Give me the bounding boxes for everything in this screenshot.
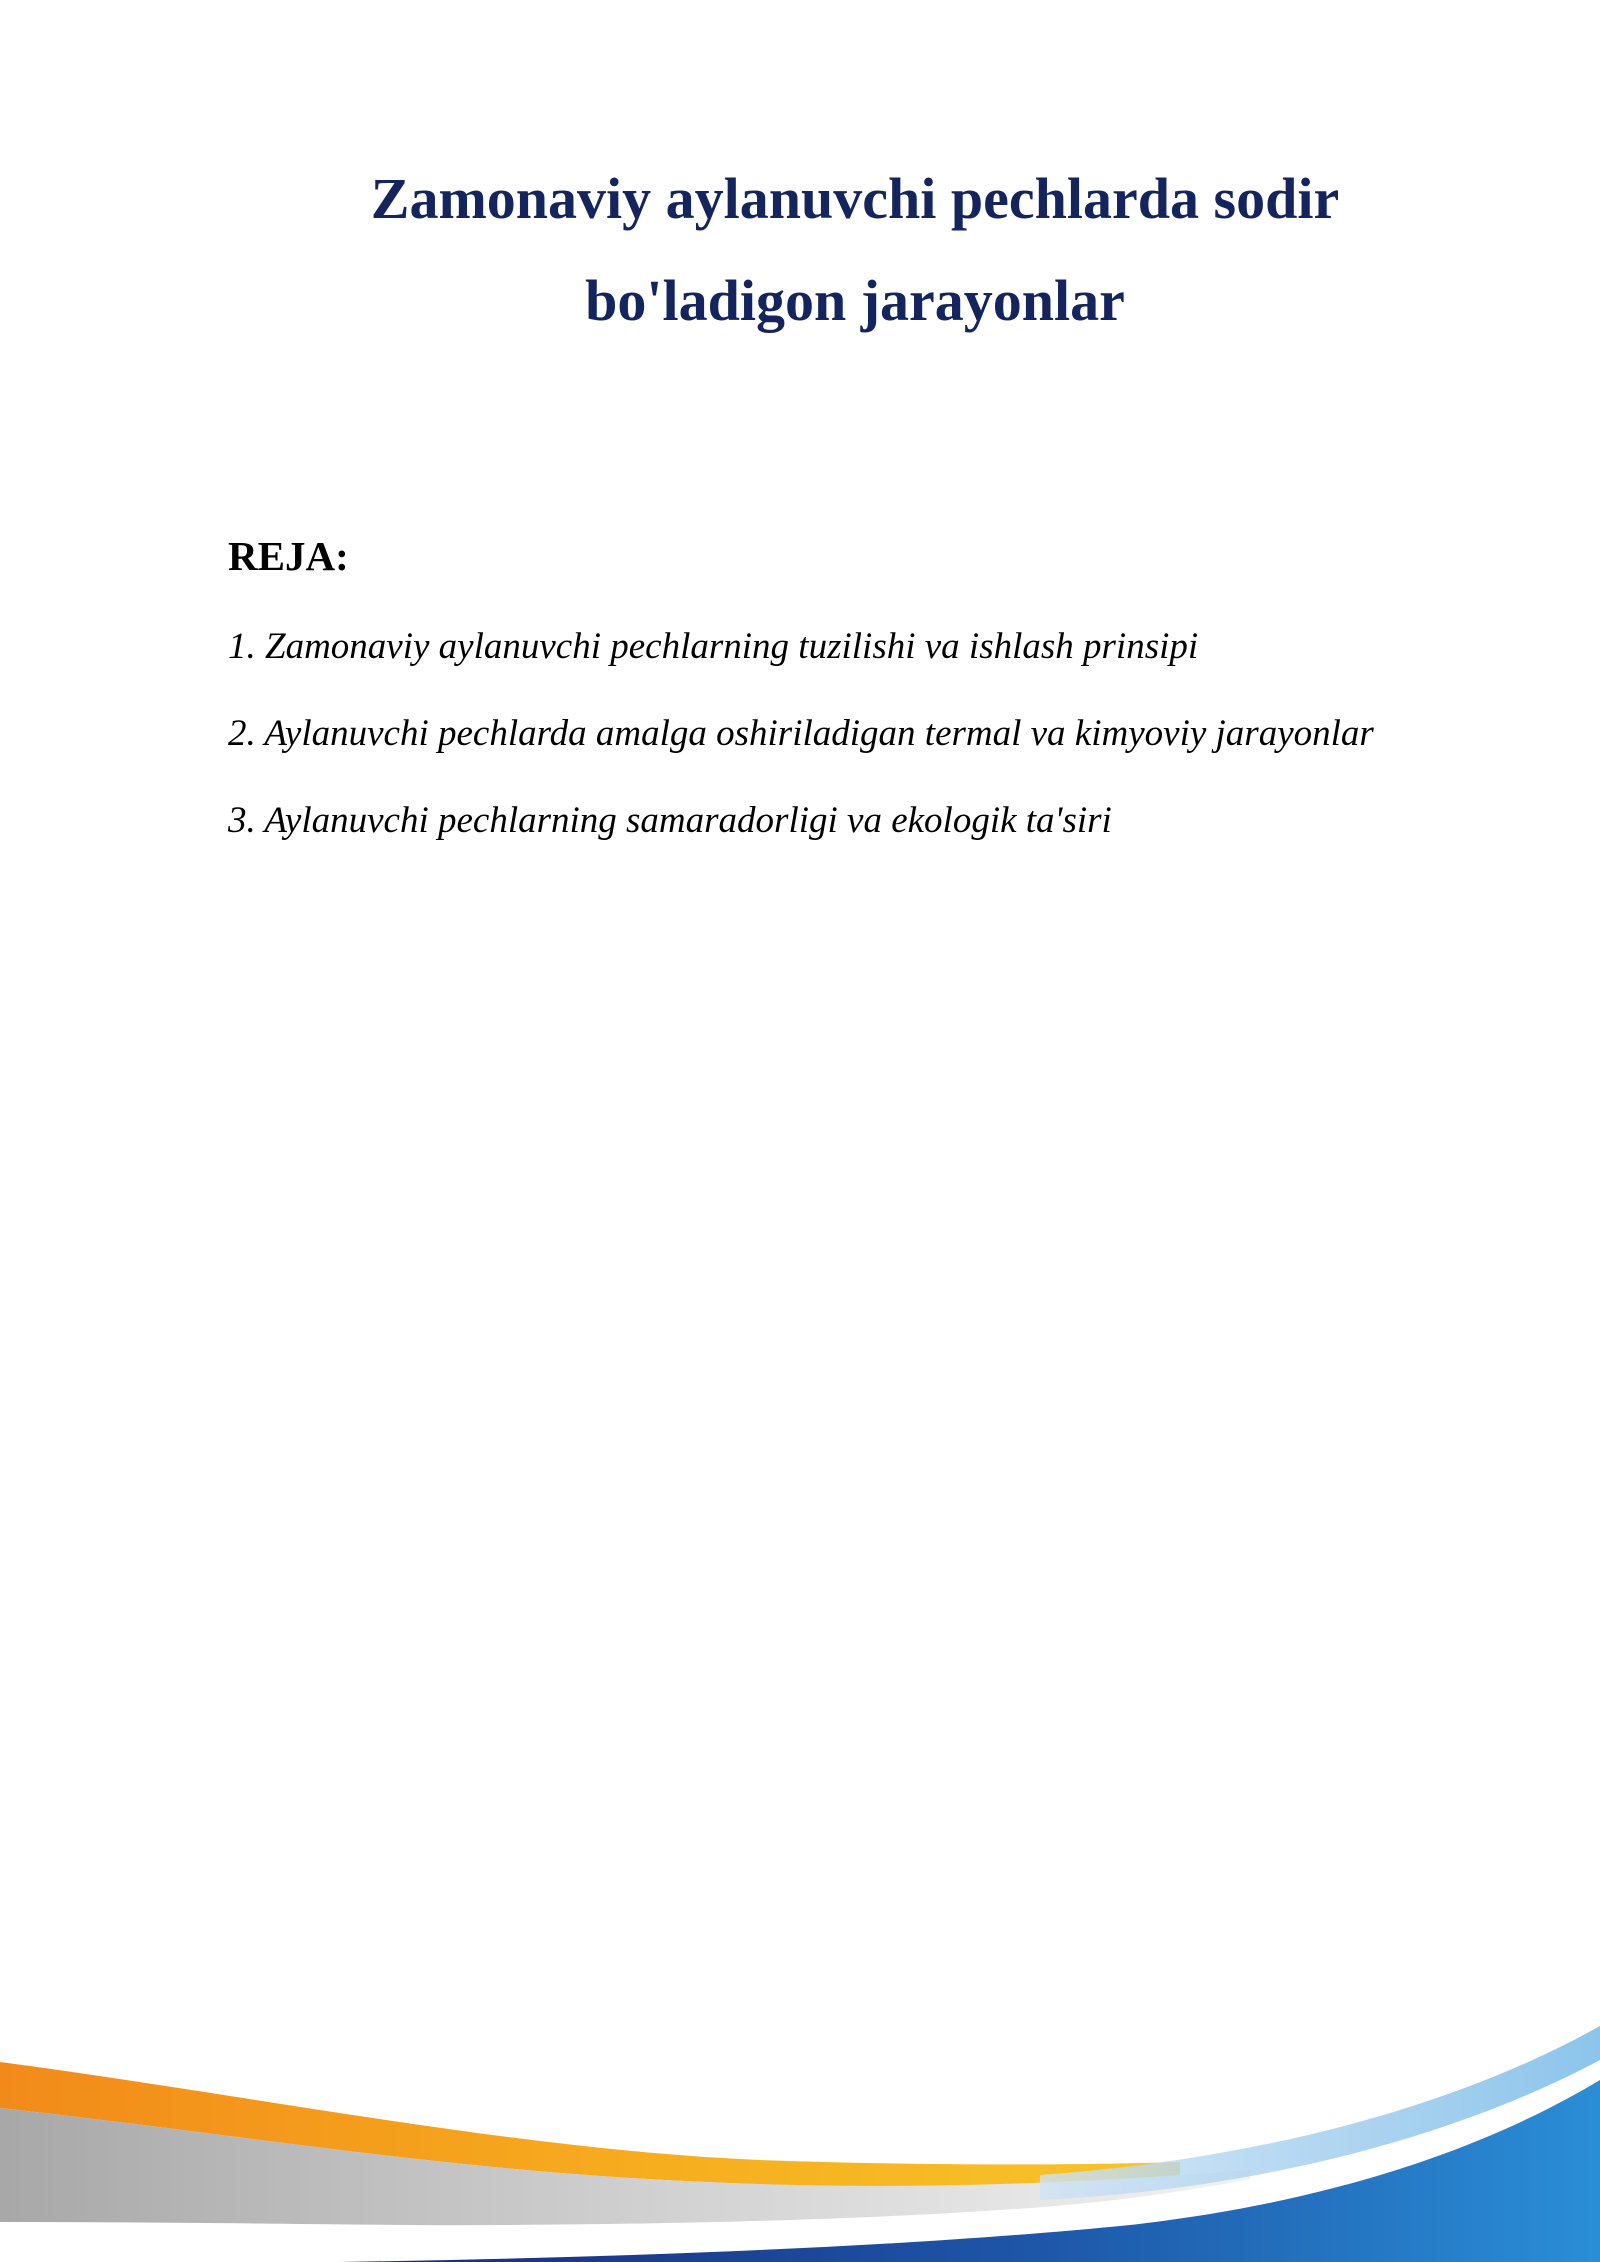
document-title [230,148,1480,352]
plan-heading: REJA: [228,533,349,579]
decorative-footer-wave [0,2000,1600,2262]
plan-item-1: 1. Zamonaviy aylanuvchi pechlarning tuzilishi va ishlash prinsipi [228,626,1199,667]
title-line-1: Zamonaviy aylanuvchi pechlarda sodir [370,166,1340,231]
plan-item-2: 2. Aylanuvchi pechlarda amalga oshiriladigan termal va kimyoviy jarayonlar [228,713,1374,754]
title-line-2: bo'ladigon jarayonlar [585,268,1125,333]
plan-item-3: 3. Aylanuvchi pechlarning samaradorligi va ekologik ta'siri [228,800,1112,841]
plan-list [228,617,1528,878]
